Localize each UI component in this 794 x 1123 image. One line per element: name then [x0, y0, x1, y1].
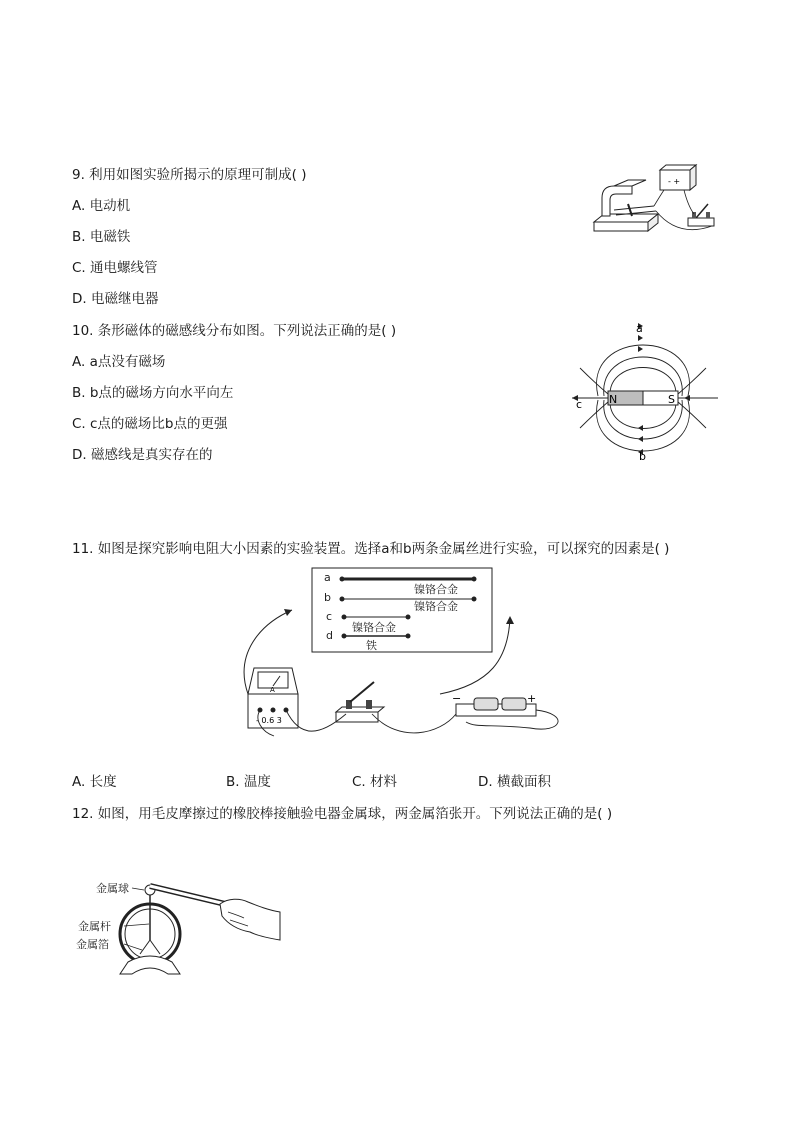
wire-b-material: 镍铬合金	[414, 600, 458, 613]
question-9-option-b: B. 电磁铁	[72, 229, 131, 245]
point-a-label: a	[636, 322, 643, 335]
question-10-option-b: B. b点的磁场方向水平向左	[72, 385, 234, 401]
question-9-stem: 9. 利用如图实验所揭示的原理可制成( )	[72, 167, 307, 183]
battery-minus-label: −	[452, 692, 462, 705]
svg-text:- +: - +	[668, 177, 681, 186]
question-10-stem: 10. 条形磁体的磁感线分布如图。下列说法正确的是( )	[72, 323, 397, 339]
wire-d-label: d	[326, 629, 333, 642]
question-11-option-a: A. 长度	[72, 774, 117, 790]
question-9-option-c: C. 通电螺线管	[72, 260, 158, 276]
ammeter-label: A	[270, 686, 275, 694]
battery-plus-label: +	[527, 692, 537, 705]
question-10-option-a: A. a点没有磁场	[72, 354, 166, 370]
metal-ball-label: 金属球	[96, 882, 129, 895]
question-10-magnet-figure	[568, 318, 724, 464]
magnet-south-label: S	[668, 393, 675, 406]
question-11-option-b: B. 温度	[226, 774, 271, 790]
question-12-stem: 12. 如图，用毛皮摩擦过的橡胶棒接触验电器金属球，两金属箔张开。下列说法正确的是( )	[72, 806, 613, 822]
question-10-option-d: D. 磁感线是真实存在的	[72, 447, 213, 463]
wire-a-label: a	[324, 571, 331, 584]
point-c-label: c	[576, 398, 583, 411]
question-11-option-d: D. 横截面积	[478, 774, 551, 790]
question-11-stem: 11. 如图是探究影响电阻大小因素的实验装置。选择a和b两条金属丝进行实验，可以探究的因素是( )	[72, 541, 670, 557]
magnet-north-label: N	[609, 393, 618, 406]
question-10-option-c: C. c点的磁场比b点的更强	[72, 416, 228, 432]
question-12-electroscope-figure	[72, 862, 284, 980]
point-b-label: b	[639, 450, 646, 463]
metal-rod-label: 金属杆	[78, 920, 111, 933]
wire-c-label: c	[326, 610, 333, 623]
wire-b-label: b	[324, 591, 331, 604]
question-11-circuit-figure	[240, 564, 570, 744]
question-9-figure	[588, 160, 724, 240]
metal-foil-label: 金属箔	[76, 938, 109, 951]
question-11-option-c: C. 材料	[352, 774, 398, 790]
question-9-option-d: D. 电磁继电器	[72, 291, 159, 307]
wire-a-material: 镍铬合金	[414, 583, 458, 596]
wire-c-material: 镍铬合金	[352, 621, 396, 634]
ammeter-terminals: - 0.6 3	[256, 716, 282, 725]
question-9-option-a: A. 电动机	[72, 198, 131, 214]
wire-d-material: 铁	[366, 639, 377, 652]
